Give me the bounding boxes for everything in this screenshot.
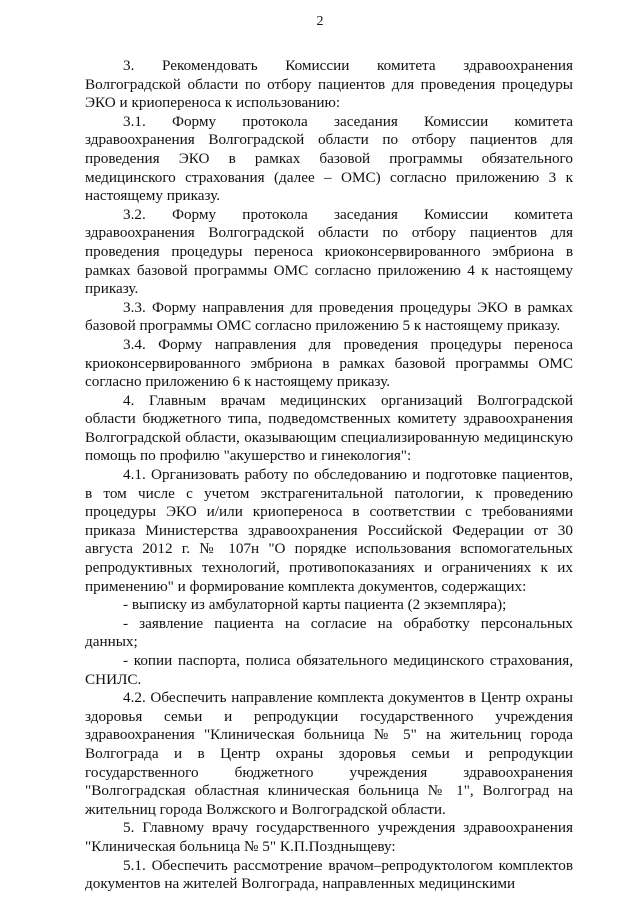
paragraph-3-2: 3.2. Форму протокола заседания Комиссии комитета здравоохранения Волгоградской области по отбору пациентов для проведения процедуры переноса криоконсервированного эмбриона в рамках базовой программы ОМС согласно приложению 4 к настоящему приказу. <box>85 205 573 298</box>
paragraph-3: 3. Рекомендовать Комиссии комитета здравоохранения Волгоградской области по отбору пациентов для проведения процедуры ЭКО и криопереноса к использованию: <box>85 57 573 112</box>
paragraph-5-1: 5.1. Обеспечить рассмотрение врачом–репродуктологом комплектов документов на жителей Волгограда, направленных медицинскими <box>85 856 573 893</box>
page-number: 2 <box>316 14 324 29</box>
paragraph-5: 5. Главному врачу государственного учреждения здравоохранения "Клиническая больница № 5" К.П.Поздныщеву: <box>85 819 573 855</box>
paragraph-3-3: 3.3. Форму направления для проведения процедуры ЭКО в рамках базовой программы ОМС согласно приложению 5 к настоящему приказу. <box>85 298 573 335</box>
paragraph-3-4: 3.4. Форму направления для проведения процедуры переноса криоконсервированного эмбриона в рамках базовой программы ОМС согласно приложению 6 к настоящему приказу. <box>85 335 573 391</box>
paragraph-3-1: 3.1. Форму протокола заседания Комиссии комитета здравоохранения Волгоградской области по отбору пациентов для проведения ЭКО в рамках базовой программы обязательного медицинского страхования (далее – ОМС) согласно приложению 3 к настоящему приказу. <box>85 112 573 205</box>
list-item-consent: - заявление пациента на согласие на обработку персональных данных; <box>85 614 573 651</box>
list-item-extract: - выписку из амбулаторной карты пациента (2 экземпляра); <box>123 596 507 614</box>
paragraph-4-2: 4.2. Обеспечить направление комплекта документов в Центр охраны здоровья семьи и репродукции государственного учреждения здравоохранения "Клиническая больница № 5" на жительниц города Волгограда и в Центр охраны здоровья семьи и репродукции государственного бюджетного учреждения здравоохранения "Волгоградская областная клиническая больница № 1", Волгоград на жительниц города Волжского и Волгоградской области. <box>85 689 573 818</box>
paragraph-4: 4. Главным врачам медицинских организаций Волгоградской области бюджетного типа, подведомственных комитету здравоохранения Волгоградской области, оказывающим специализированную медицинскую помощь по профилю "акушерство и гинекология": <box>85 391 573 465</box>
document-body <box>85 57 573 894</box>
list-item-copies: - копии паспорта, полиса обязательного медицинского страхования, СНИЛС. <box>85 652 573 688</box>
paragraph-4-1: 4.1. Организовать работу по обследованию и подготовке пациентов, в том числе с учетом экстрагенитальной патологии, к проведению процедуры ЭКО и/или криопереноса в соответствии с требованиями приказа Министерства здравоохранения Российской Федерации от 30 августа 2012 г. № 107н "О порядке использования вспомогательных репродуктивных технологий, противопоказаниях и ограничениях к их применению" и формирование комплекта документов, содержащих: <box>85 466 573 595</box>
